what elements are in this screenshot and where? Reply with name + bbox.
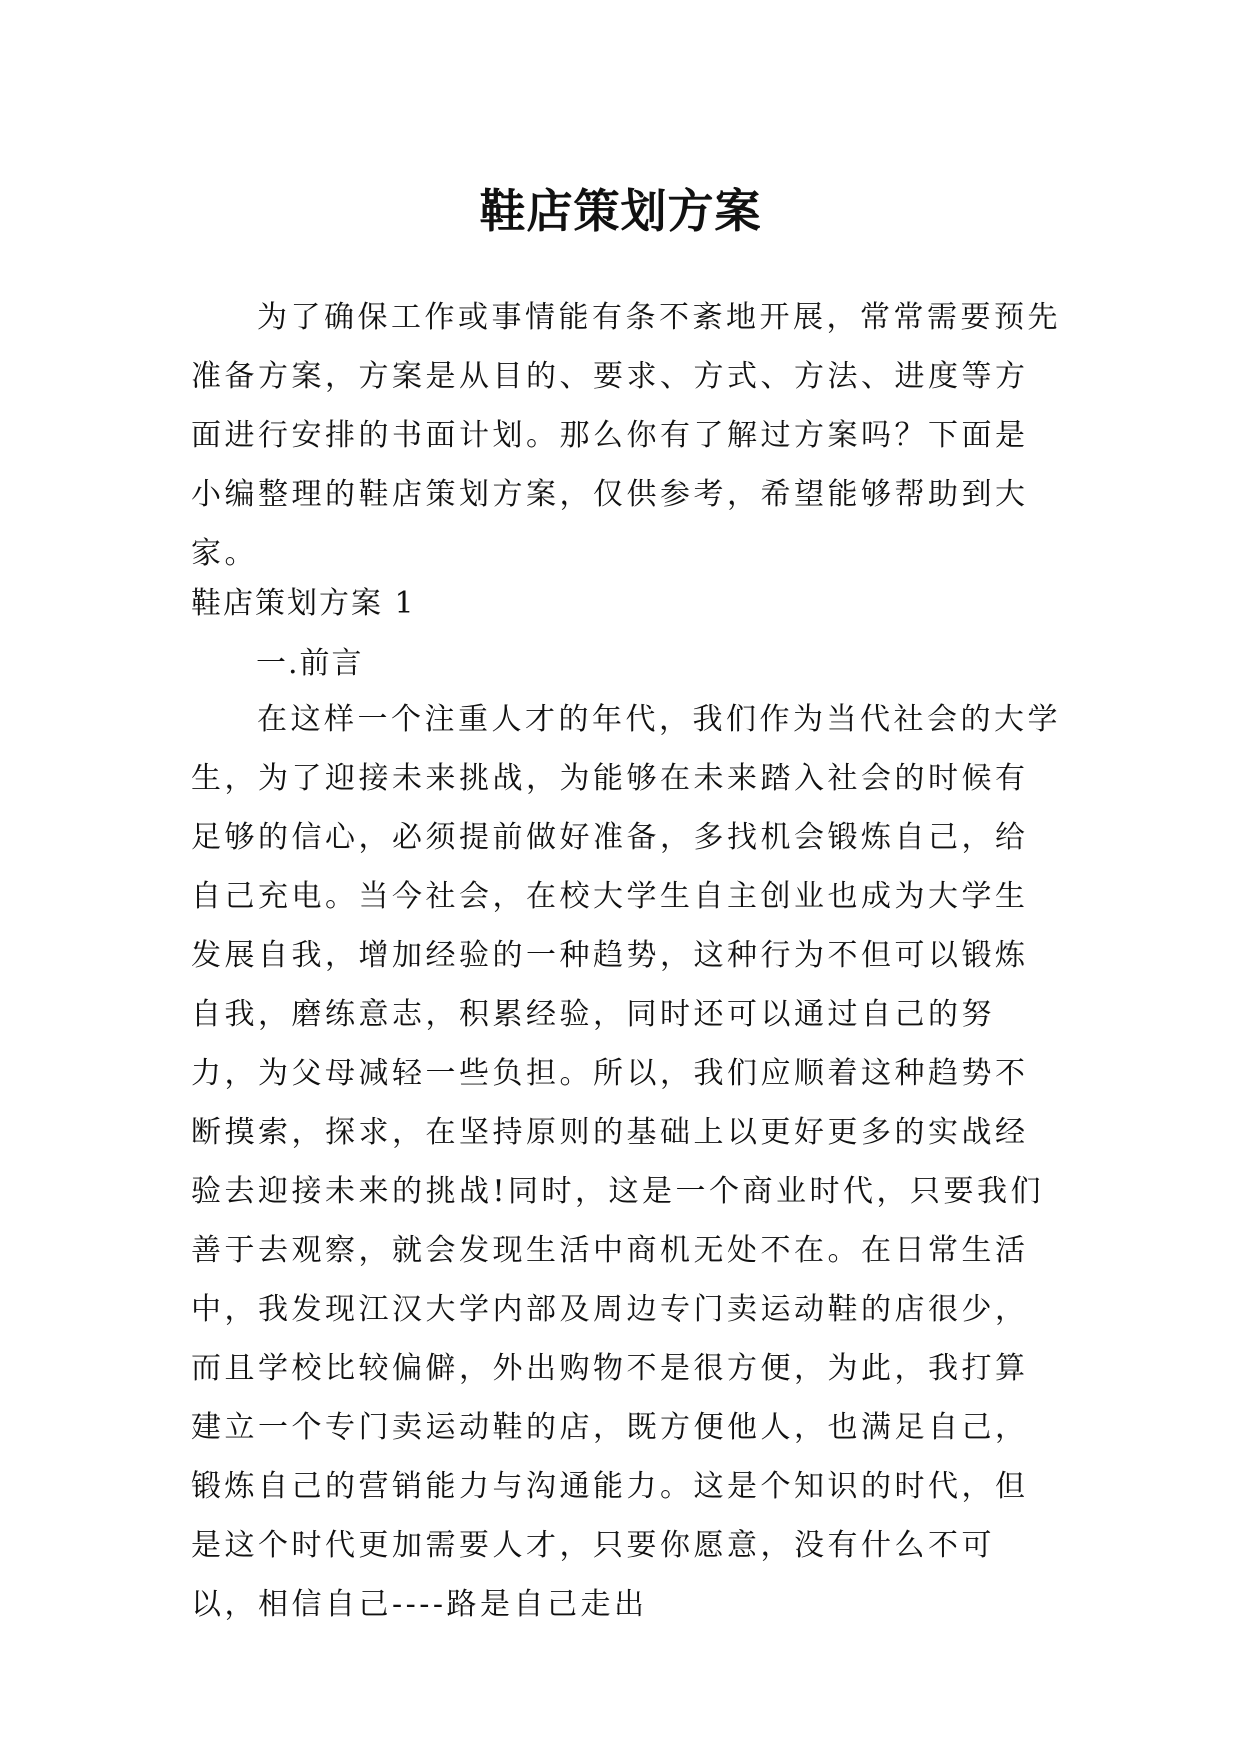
section-subheading: 一.前言 xyxy=(256,646,364,681)
body-paragraph: 在这样一个注重人才的年代，我们作为当代社会的大学生，为了迎接未来挑战，为能够在未来踏入社会的时候有足够的信心，必须提前做好准备，多找机会锻炼自己，给自己充电。当今社会，在校大学生自主创业也成为大学生发展自我，增加经验的一种趋势，这种行为不但可以锻炼自我，磨练意志，积累经验，同时还可以通过自己的努力，为父母减轻一些负担。所以，我们应顺着这种趋势不断摸索，探求，在坚持原则的基础上以更好更多的实战经验去迎接未来的挑战!同时，这是一个商业时代，只要我们善于去观察，就会发现生活中商机无处不在。在日常生活中，我发现江汉大学内部及周边专门卖运动鞋的店很少，而且学校比较偏僻，外出购物不是很方便，为此，我打算建立一个专门卖运动鞋的店，既方便他人，也满足自己，锻炼自己的营销能力与沟通能力。这是个知识的时代，但是这个时代更加需要人才，只要你愿意，没有什么不可以，相信自己----路是自己走出 xyxy=(191,702,1061,1622)
intro-paragraph: 为了确保工作或事情能有条不紊地开展，常常需要预先准备方案，方案是从目的、要求、方式、方法、进度等方面进行安排的书面计划。那么你有了解过方案吗？下面是小编整理的鞋店策划方案，仅供参考，希望能够帮助到大家。 xyxy=(191,300,1061,571)
document-title: 鞋店策划方案 xyxy=(479,183,762,238)
section-title: 鞋店策划方案 1 xyxy=(191,586,416,621)
